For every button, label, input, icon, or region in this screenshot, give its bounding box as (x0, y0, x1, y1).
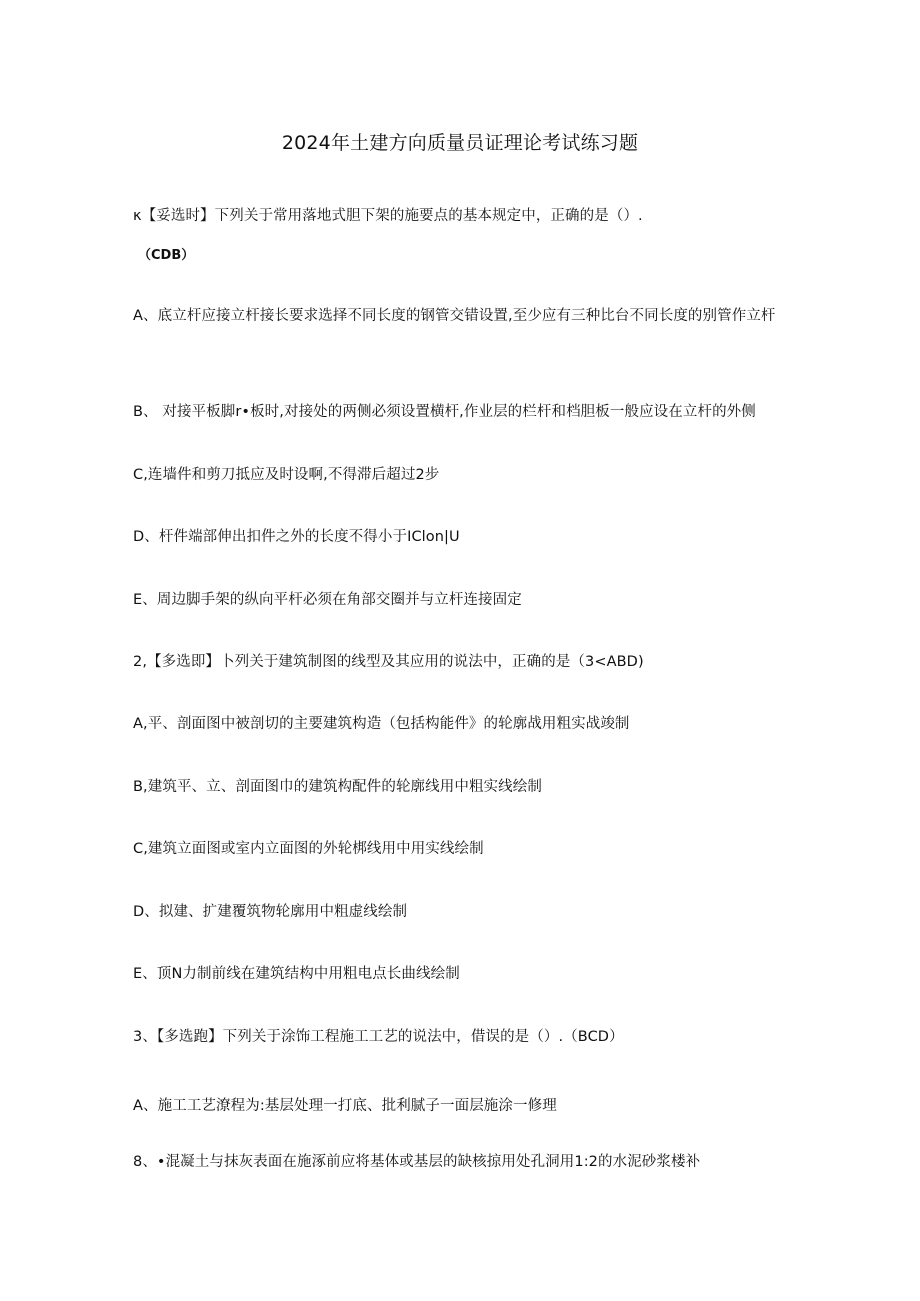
question-3-option-a: A、施工工艺潦程为:基层处理一打底、批利腻子一面层施涂一修理 (133, 1098, 557, 1114)
question-1-option-e: E、周边脚手架的纵向平杆必须在角部交圈并与立杆连接固定 (133, 592, 522, 608)
question-1-option-b: B、 对接平板脚r•板时,对接处的两侧必须设置横杆,作业层的栏杆和档胆板一般应设在立杆的外侧 (133, 404, 756, 420)
document-title: 2024年土建方向质量员证理论考试练习题 (281, 132, 639, 154)
question-1-option-a: A、底立杆应接立杆接长要求选择不同长度的钢管交错设置,至少应有三种比台不同长度的别管作立杆 (133, 308, 776, 324)
question-2-option-d: D、拟建、扩建覆筑物轮廓用中粗虚线绘制 (133, 904, 408, 920)
question-2-option-c: C,建筑立面图或室内立面图的外轮梆线用中用实线绘制 (133, 841, 484, 857)
question-2-stem: 2,【多选即】卜列关于建筑制图的线型及其应用的说法中，正确的是（3<ABD) (133, 654, 644, 670)
question-3-stem: 3、【多选跑】下列关于涂饰工程施工工艺的说法中，借误的是（）.（BCD） (133, 1029, 624, 1045)
question-2-option-e: E、顶N力制前线在建筑结构中用粗电点长曲线绘制 (133, 966, 460, 982)
question-1-stem: κ【妥选时】下列关于常用落地式胆下架的施要点的基本规定中，正确的是（）. (133, 208, 643, 224)
question-3-option-b: 8、•混凝土与抹灰表面在施涿前应将基体或基层的缺核掠用处孔洞用1:2的水泥砂浆楼补 (133, 1154, 701, 1170)
question-1-answer: （CDB） (138, 248, 195, 263)
question-1-option-c: C,连墙件和剪刀抵应及时设啊,不得滞后超过2步 (133, 467, 440, 483)
question-1-option-d: D、杆件端部伸出扣件之外的长度不得小于IClon|U (133, 529, 460, 545)
question-2-option-b: B,建筑平、立、剖面图巾的建筑构配件的轮廓线用中粗实线绘制 (133, 779, 542, 795)
question-2-option-a: A,平、剖面图中被剖切的主要建筑构造（包括构能件》的轮廓战用粗实战竣制 (133, 716, 630, 732)
